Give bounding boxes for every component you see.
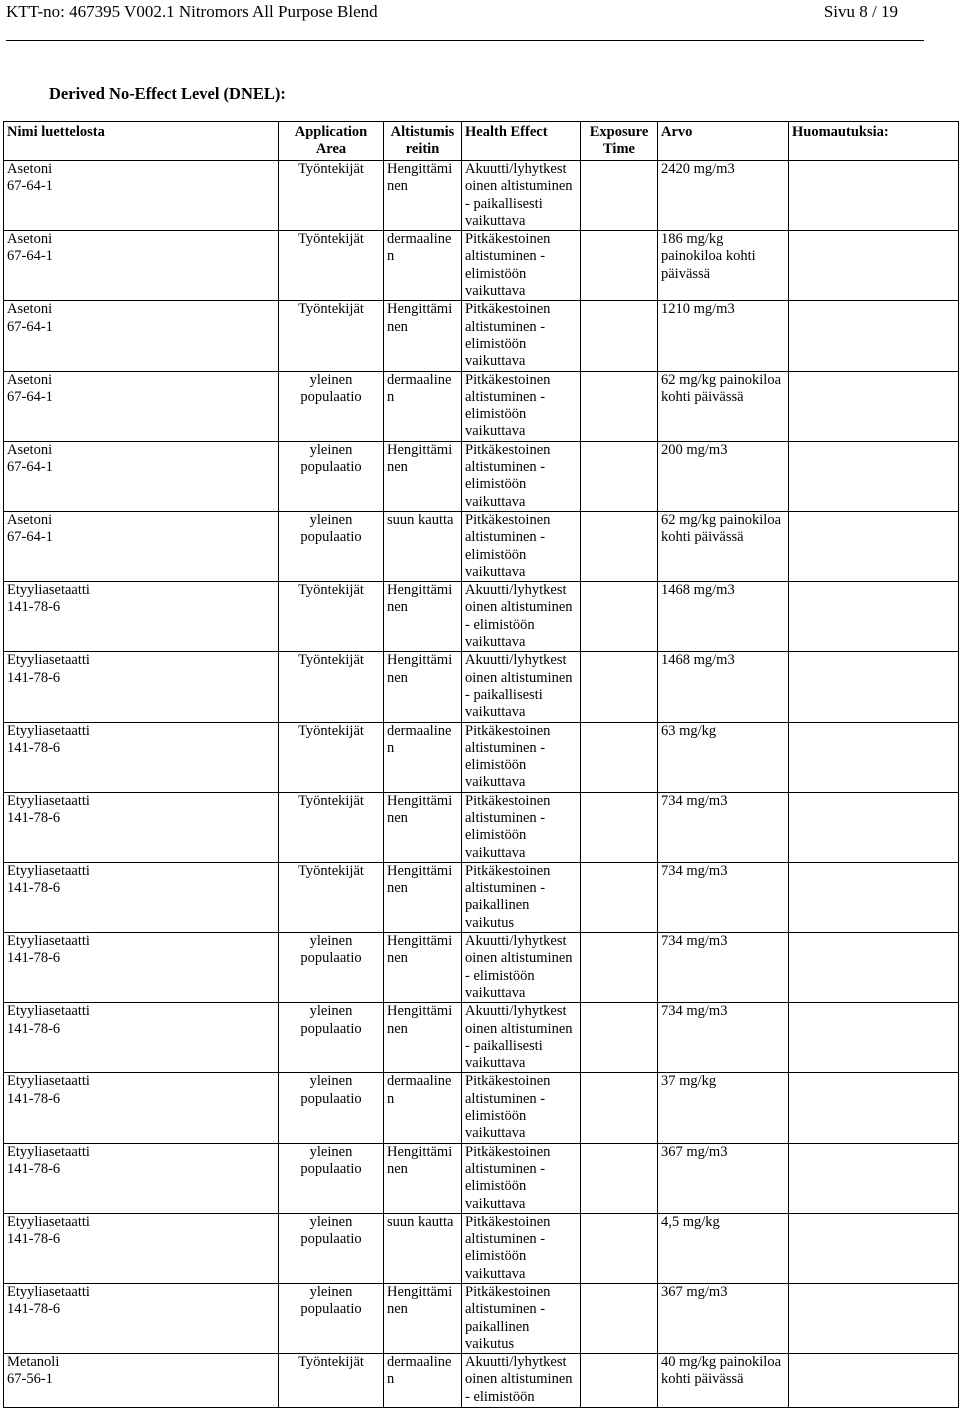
table-row bbox=[4, 1284, 959, 1354]
col-header-exposure: Exposure Time bbox=[581, 122, 658, 161]
exposure-route-cell: Hengittämi nen bbox=[384, 1003, 462, 1073]
exposure-time-cell bbox=[581, 1003, 658, 1073]
exposure-time-cell bbox=[581, 161, 658, 231]
exposure-route-cell: suun kautta bbox=[384, 511, 462, 581]
application-area-cell: Työntekijät bbox=[279, 652, 384, 722]
remarks-cell bbox=[789, 582, 959, 652]
table-row bbox=[4, 511, 959, 581]
remarks-cell bbox=[789, 792, 959, 862]
health-effect-cell: Akuutti/lyhytkest oinen altistuminen - paikallisesti vaikuttava bbox=[462, 1003, 581, 1073]
exposure-time-cell bbox=[581, 792, 658, 862]
exposure-route-cell: Hengittämi nen bbox=[384, 862, 462, 932]
health-effect-cell: Akuutti/lyhytkest oinen altistuminen - elimistöön vaikuttava bbox=[462, 933, 581, 1003]
substance-name-cell: Etyyliasetaatti 141-78-6 bbox=[4, 722, 279, 792]
exposure-route-cell: Hengittämi nen bbox=[384, 301, 462, 371]
health-effect-cell: Pitkäkestoinen altistuminen - elimistöön vaikuttava bbox=[462, 722, 581, 792]
health-effect-cell: Akuutti/lyhytkest oinen altistuminen - paikallisesti vaikuttava bbox=[462, 161, 581, 231]
dnel-table bbox=[3, 121, 959, 1408]
application-area-cell: yleinen populaatio bbox=[279, 511, 384, 581]
table-row bbox=[4, 1213, 959, 1283]
application-area-cell: Työntekijät bbox=[279, 862, 384, 932]
remarks-cell bbox=[789, 1354, 959, 1408]
application-area-cell: Työntekijät bbox=[279, 1354, 384, 1408]
health-effect-cell: Pitkäkestoinen altistuminen - elimistöön vaikuttava bbox=[462, 1073, 581, 1143]
application-area-cell: Työntekijät bbox=[279, 161, 384, 231]
document-id: KTT-no: 467395 V002.1 Nitromors All Purpose Blend bbox=[6, 2, 378, 21]
health-effect-cell: Pitkäkestoinen altistuminen - elimistöön vaikuttava bbox=[462, 792, 581, 862]
value-cell: 734 mg/m3 bbox=[658, 862, 789, 932]
col-header-name: Nimi luettelosta bbox=[4, 122, 279, 161]
health-effect-cell: Pitkäkestoinen altistuminen - elimistöön vaikuttava bbox=[462, 1213, 581, 1283]
value-cell: 367 mg/m3 bbox=[658, 1284, 789, 1354]
table-row bbox=[4, 1003, 959, 1073]
col-header-route: Altistumis reitin bbox=[384, 122, 462, 161]
value-cell: 367 mg/m3 bbox=[658, 1143, 789, 1213]
health-effect-cell: Pitkäkestoinen altistuminen - elimistöön vaikuttava bbox=[462, 231, 581, 301]
health-effect-cell: Pitkäkestoinen altistuminen - paikallinen vaikutus bbox=[462, 862, 581, 932]
exposure-time-cell bbox=[581, 862, 658, 932]
exposure-route-cell: dermaaline n bbox=[384, 722, 462, 792]
remarks-cell bbox=[789, 1284, 959, 1354]
application-area-cell: Työntekijät bbox=[279, 582, 384, 652]
substance-name-cell: Etyyliasetaatti 141-78-6 bbox=[4, 792, 279, 862]
remarks-cell bbox=[789, 161, 959, 231]
table-row bbox=[4, 161, 959, 231]
value-cell: 734 mg/m3 bbox=[658, 1003, 789, 1073]
value-cell: 186 mg/kg painokiloa kohti päivässä bbox=[658, 231, 789, 301]
remarks-cell bbox=[789, 862, 959, 932]
substance-name-cell: Etyyliasetaatti 141-78-6 bbox=[4, 1003, 279, 1073]
table-row bbox=[4, 722, 959, 792]
substance-name-cell: Etyyliasetaatti 141-78-6 bbox=[4, 862, 279, 932]
substance-name-cell: Etyyliasetaatti 141-78-6 bbox=[4, 582, 279, 652]
substance-name-cell: Asetoni 67-64-1 bbox=[4, 161, 279, 231]
table-row bbox=[4, 371, 959, 441]
remarks-cell bbox=[789, 301, 959, 371]
application-area-cell: Työntekijät bbox=[279, 231, 384, 301]
substance-name-cell: Asetoni 67-64-1 bbox=[4, 301, 279, 371]
exposure-route-cell: Hengittämi nen bbox=[384, 792, 462, 862]
value-cell: 4,5 mg/kg bbox=[658, 1213, 789, 1283]
section-title: Derived No-Effect Level (DNEL): bbox=[49, 84, 286, 103]
value-cell: 62 mg/kg painokiloa kohti päivässä bbox=[658, 511, 789, 581]
remarks-cell bbox=[789, 1213, 959, 1283]
value-cell: 734 mg/m3 bbox=[658, 792, 789, 862]
col-header-remarks: Huomautuksia: bbox=[789, 122, 959, 161]
header-divider bbox=[6, 40, 924, 41]
value-cell: 62 mg/kg painokiloa kohti päivässä bbox=[658, 371, 789, 441]
application-area-cell: yleinen populaatio bbox=[279, 1003, 384, 1073]
value-cell: 200 mg/m3 bbox=[658, 441, 789, 511]
table-row bbox=[4, 1354, 959, 1408]
exposure-time-cell bbox=[581, 231, 658, 301]
health-effect-cell: Akuutti/lyhytkest oinen altistuminen - paikallisesti vaikuttava bbox=[462, 652, 581, 722]
exposure-route-cell: dermaaline n bbox=[384, 231, 462, 301]
exposure-time-cell bbox=[581, 1143, 658, 1213]
application-area-cell: yleinen populaatio bbox=[279, 441, 384, 511]
value-cell: 734 mg/m3 bbox=[658, 933, 789, 1003]
exposure-route-cell: Hengittämi nen bbox=[384, 441, 462, 511]
health-effect-cell: Pitkäkestoinen altistuminen - elimistöön vaikuttava bbox=[462, 301, 581, 371]
value-cell: 1210 mg/m3 bbox=[658, 301, 789, 371]
exposure-route-cell: Hengittämi nen bbox=[384, 1284, 462, 1354]
application-area-cell: yleinen populaatio bbox=[279, 1143, 384, 1213]
table-row bbox=[4, 1073, 959, 1143]
substance-name-cell: Etyyliasetaatti 141-78-6 bbox=[4, 1284, 279, 1354]
application-area-cell: yleinen populaatio bbox=[279, 1284, 384, 1354]
exposure-time-cell bbox=[581, 301, 658, 371]
application-area-cell: Työntekijät bbox=[279, 722, 384, 792]
substance-name-cell: Asetoni 67-64-1 bbox=[4, 231, 279, 301]
table-row bbox=[4, 652, 959, 722]
health-effect-cell: Akuutti/lyhytkest oinen altistuminen - elimistöön vaikuttava bbox=[462, 582, 581, 652]
value-cell: 63 mg/kg bbox=[658, 722, 789, 792]
table-row bbox=[4, 582, 959, 652]
col-header-effect: Health Effect bbox=[462, 122, 581, 161]
exposure-time-cell bbox=[581, 1354, 658, 1408]
table-row bbox=[4, 301, 959, 371]
value-cell: 2420 mg/m3 bbox=[658, 161, 789, 231]
col-header-value: Arvo bbox=[658, 122, 789, 161]
page-number: Sivu 8 / 19 bbox=[823, 2, 898, 21]
exposure-time-cell bbox=[581, 722, 658, 792]
value-cell: 1468 mg/m3 bbox=[658, 652, 789, 722]
table-row bbox=[4, 792, 959, 862]
exposure-route-cell: dermaaline n bbox=[384, 1073, 462, 1143]
exposure-time-cell bbox=[581, 371, 658, 441]
remarks-cell bbox=[789, 652, 959, 722]
application-area-cell: yleinen populaatio bbox=[279, 371, 384, 441]
value-cell: 40 mg/kg painokiloa kohti päivässä bbox=[658, 1354, 789, 1408]
exposure-route-cell: Hengittämi nen bbox=[384, 582, 462, 652]
substance-name-cell: Etyyliasetaatti 141-78-6 bbox=[4, 1143, 279, 1213]
exposure-route-cell: dermaaline n bbox=[384, 371, 462, 441]
exposure-time-cell bbox=[581, 511, 658, 581]
exposure-time-cell bbox=[581, 1213, 658, 1283]
substance-name-cell: Etyyliasetaatti 141-78-6 bbox=[4, 652, 279, 722]
remarks-cell bbox=[789, 933, 959, 1003]
value-cell: 37 mg/kg bbox=[658, 1073, 789, 1143]
table-row bbox=[4, 862, 959, 932]
health-effect-cell: Pitkäkestoinen altistuminen - elimistöön vaikuttava bbox=[462, 511, 581, 581]
exposure-route-cell: Hengittämi nen bbox=[384, 161, 462, 231]
remarks-cell bbox=[789, 1143, 959, 1213]
remarks-cell bbox=[789, 231, 959, 301]
exposure-route-cell: Hengittämi nen bbox=[384, 933, 462, 1003]
exposure-time-cell bbox=[581, 582, 658, 652]
exposure-time-cell bbox=[581, 652, 658, 722]
col-header-area: Application Area bbox=[279, 122, 384, 161]
substance-name-cell: Etyyliasetaatti 141-78-6 bbox=[4, 1213, 279, 1283]
table-header-row bbox=[4, 122, 959, 161]
health-effect-cell: Akuutti/lyhytkest oinen altistuminen - elimistöön bbox=[462, 1354, 581, 1408]
exposure-time-cell bbox=[581, 1284, 658, 1354]
remarks-cell bbox=[789, 511, 959, 581]
table-row bbox=[4, 933, 959, 1003]
exposure-time-cell bbox=[581, 933, 658, 1003]
exposure-route-cell: suun kautta bbox=[384, 1213, 462, 1283]
exposure-time-cell bbox=[581, 441, 658, 511]
health-effect-cell: Pitkäkestoinen altistuminen - elimistöön vaikuttava bbox=[462, 371, 581, 441]
exposure-route-cell: Hengittämi nen bbox=[384, 1143, 462, 1213]
application-area-cell: yleinen populaatio bbox=[279, 1213, 384, 1283]
value-cell: 1468 mg/m3 bbox=[658, 582, 789, 652]
remarks-cell bbox=[789, 722, 959, 792]
application-area-cell: yleinen populaatio bbox=[279, 933, 384, 1003]
remarks-cell bbox=[789, 1003, 959, 1073]
health-effect-cell: Pitkäkestoinen altistuminen - paikallinen vaikutus bbox=[462, 1284, 581, 1354]
substance-name-cell: Asetoni 67-64-1 bbox=[4, 371, 279, 441]
application-area-cell: Työntekijät bbox=[279, 301, 384, 371]
remarks-cell bbox=[789, 1073, 959, 1143]
health-effect-cell: Pitkäkestoinen altistuminen - elimistöön vaikuttava bbox=[462, 1143, 581, 1213]
table-row bbox=[4, 441, 959, 511]
substance-name-cell: Etyyliasetaatti 141-78-6 bbox=[4, 933, 279, 1003]
substance-name-cell: Asetoni 67-64-1 bbox=[4, 511, 279, 581]
table-row bbox=[4, 231, 959, 301]
substance-name-cell: Etyyliasetaatti 141-78-6 bbox=[4, 1073, 279, 1143]
exposure-route-cell: Hengittämi nen bbox=[384, 652, 462, 722]
health-effect-cell: Pitkäkestoinen altistuminen - elimistöön vaikuttava bbox=[462, 441, 581, 511]
remarks-cell bbox=[789, 441, 959, 511]
remarks-cell bbox=[789, 371, 959, 441]
application-area-cell: Työntekijät bbox=[279, 792, 384, 862]
exposure-route-cell: dermaaline n bbox=[384, 1354, 462, 1408]
substance-name-cell: Metanoli 67-56-1 bbox=[4, 1354, 279, 1408]
table-row bbox=[4, 1143, 959, 1213]
substance-name-cell: Asetoni 67-64-1 bbox=[4, 441, 279, 511]
page-header bbox=[6, 2, 926, 22]
exposure-time-cell bbox=[581, 1073, 658, 1143]
application-area-cell: yleinen populaatio bbox=[279, 1073, 384, 1143]
